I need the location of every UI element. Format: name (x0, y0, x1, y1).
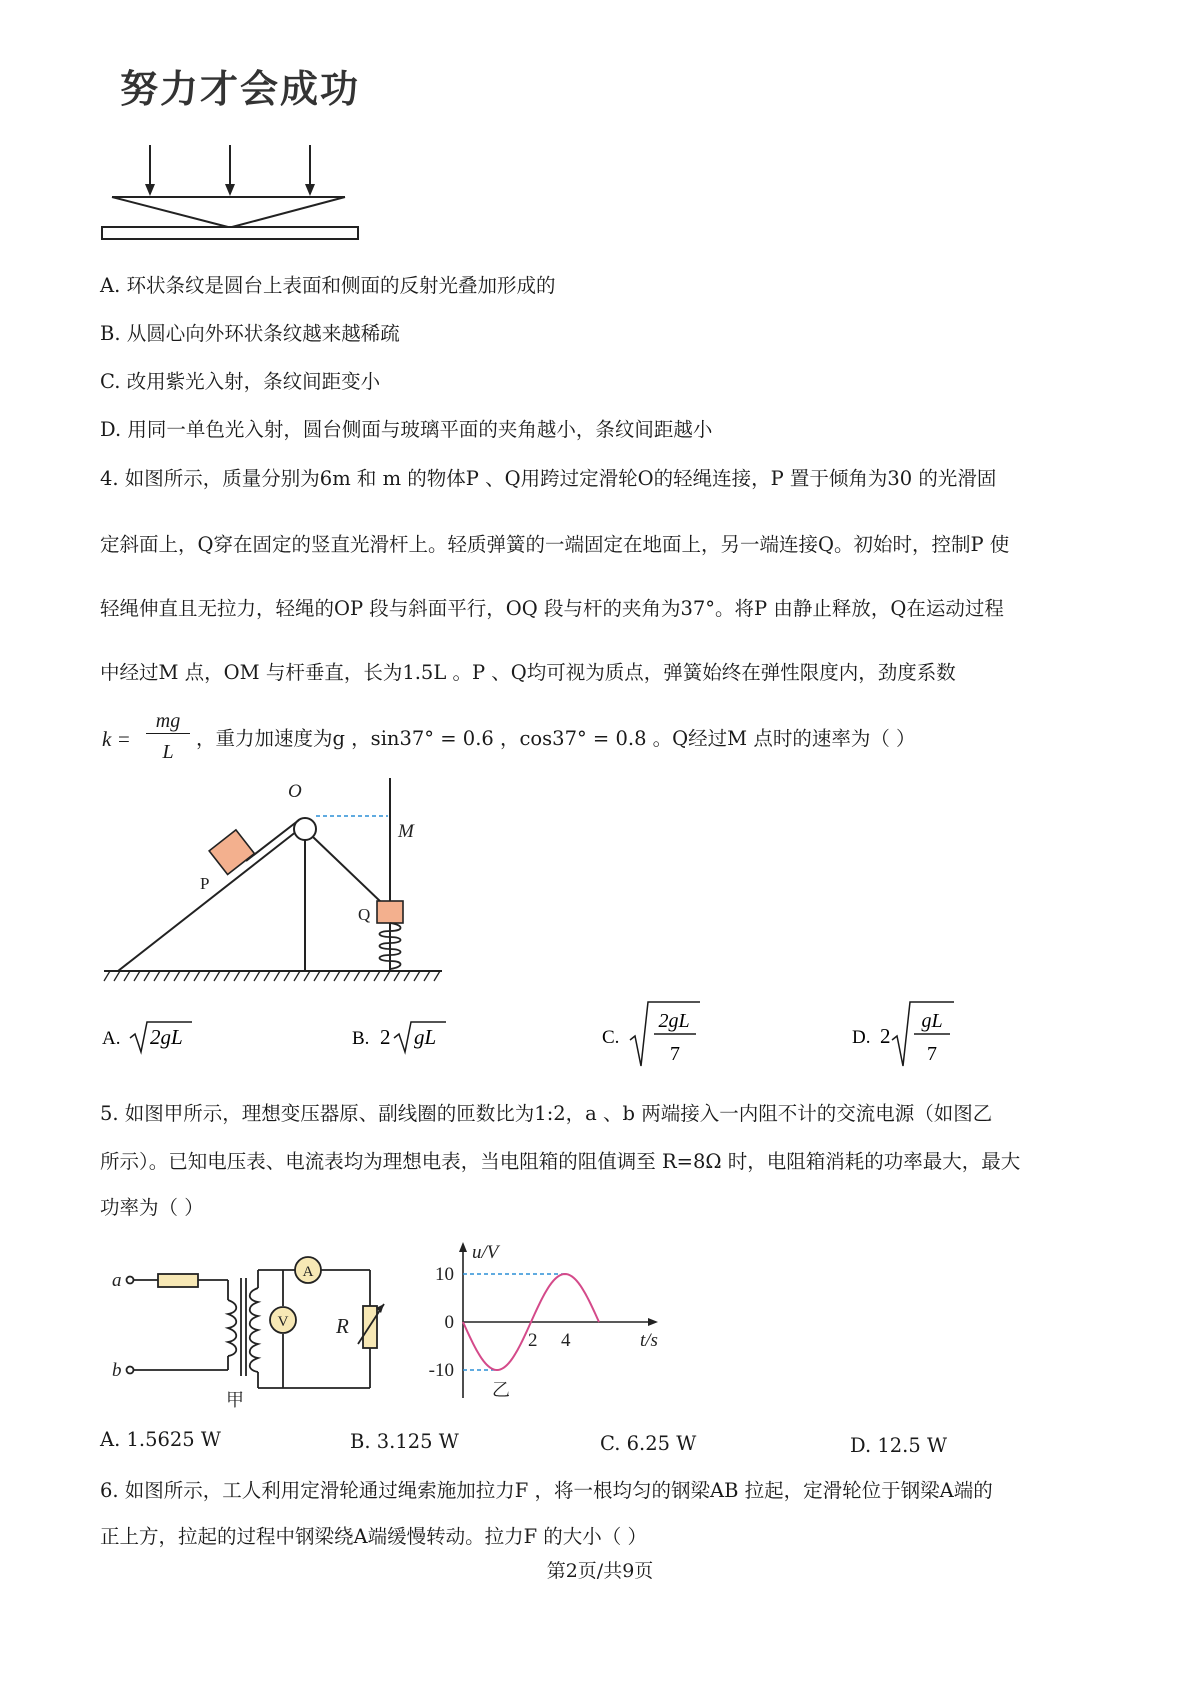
q3-option-c: C. 改用紫光入射，条纹间距变小 (100, 370, 381, 393)
k-denominator: L (162, 741, 174, 763)
svg-text:C.: C. (602, 1027, 620, 1048)
q4-line-1: 4. 如图所示，质量分别为6m 和 m 的物体P 、Q用跨过定滑轮O的轻绳连接，P 置于倾角为30 的光滑固 (100, 467, 997, 490)
svg-text:B.: B. (352, 1028, 370, 1049)
chart-caption: 乙 (492, 1380, 510, 1400)
svg-text:2gL: 2gL (150, 1025, 183, 1049)
svg-text:b: b (112, 1360, 122, 1381)
q5-line-1: 5. 如图甲所示，理想变压器原、副线圈的匝数比为1:2，a 、b 两端接入一内阻不计的交流电源（如图乙 (100, 1102, 993, 1125)
svg-text:gL: gL (921, 1010, 943, 1032)
q3-option-b: B. 从圆心向外环状条纹越来越稀疏 (100, 322, 400, 345)
label-p: P (200, 874, 210, 893)
q5-option-a: A. 1.5625 W (100, 1428, 221, 1451)
svg-text:A: A (302, 1264, 314, 1280)
y-axis-label: u/V (472, 1242, 499, 1263)
label-m: M (398, 821, 414, 842)
q4-line-2: 定斜面上，Q穿在固定的竖直光滑杆上。轻质弹簧的一端固定在地面上，另一端连接Q。初始时，控制P 使 (100, 533, 1010, 556)
svg-text:2: 2 (880, 1024, 891, 1048)
q3-option-a: A. 环状条纹是圆台上表面和侧面的反射光叠加形成的 (100, 274, 556, 297)
page-header: 努力才会成功 (120, 67, 361, 111)
svg-text:D.: D. (852, 1027, 871, 1048)
q5-option-c: C. 6.25 W (600, 1432, 697, 1455)
x-axis-label: t/s (640, 1330, 658, 1351)
y-tick-10: 10 (435, 1264, 454, 1285)
y-tick-neg10: -10 (428, 1360, 454, 1381)
q5-line-2: 所示）。已知电压表、电流表均为理想电表，当电阻箱的阻值调至 R=8Ω 时，电阻箱消耗的功率最大，最大 (100, 1150, 1021, 1173)
svg-text:甲: 甲 (226, 1390, 244, 1408)
svg-text:7: 7 (927, 1043, 937, 1065)
y-tick-0: 0 (444, 1312, 454, 1333)
q4-option-c (600, 998, 720, 1070)
svg-text:7: 7 (670, 1043, 680, 1065)
q6-line-1: 6. 如图所示，工人利用定滑轮通过绳索施加拉力F ，将一根均匀的钢梁AB 拉起，定滑轮位于钢梁A端的 (100, 1479, 993, 1502)
svg-text:a: a (112, 1270, 122, 1291)
q3-option-d: D. 用同一单色光入射，圆台侧面与玻璃平面的夹角越小，条纹间距越小 (100, 418, 713, 441)
q5-option-d: D. 12.5 W (850, 1434, 947, 1457)
q4-line-4: 中经过M 点，OM 与杆垂直，长为1.5L 。P 、Q均可视为质点，弹簧始终在弹性限度内，劲度系数 (100, 661, 956, 684)
svg-text:R: R (336, 1314, 349, 1338)
k-symbol: k = (102, 727, 131, 751)
k-numerator: mg (146, 710, 190, 734)
q4-option-a (100, 1010, 220, 1060)
q5-figure-jia (108, 1248, 398, 1408)
q4-figure (100, 775, 450, 990)
q4-option-b (350, 1010, 470, 1060)
q6-line-2: 正上方，拉起的过程中钢梁绕A端缓慢转动。拉力F 的大小（ ） (100, 1525, 648, 1548)
q4-option-d (850, 998, 970, 1070)
svg-text:gL: gL (414, 1025, 437, 1049)
page-footer: 第2页/共9页 (546, 1560, 654, 1582)
x-tick-2: 2 (528, 1330, 538, 1351)
q5-line-3: 功率为（ ） (100, 1196, 204, 1219)
svg-text:2gL: 2gL (658, 1010, 690, 1032)
q5-figure-yi (418, 1238, 678, 1408)
svg-text:2: 2 (380, 1025, 391, 1049)
q5-option-b: B. 3.125 W (350, 1430, 459, 1453)
q3-figure (100, 140, 380, 240)
x-tick-4: 4 (561, 1330, 571, 1351)
label-o: O (288, 781, 302, 802)
svg-text:V: V (277, 1314, 289, 1330)
q4-line-3: 轻绳伸直且无拉力，轻绳的OP 段与斜面平行，OQ 段与杆的夹角为37°。将P 由静止释放，Q在运动过程 (100, 597, 1004, 620)
q4-line-5: ，重力加速度为g ，sin37° = 0.6 ，cos37° = 0.8 。Q经过M 点时的速率为（ ） (196, 727, 916, 750)
label-q: Q (358, 905, 371, 924)
svg-text:A.: A. (102, 1028, 121, 1049)
